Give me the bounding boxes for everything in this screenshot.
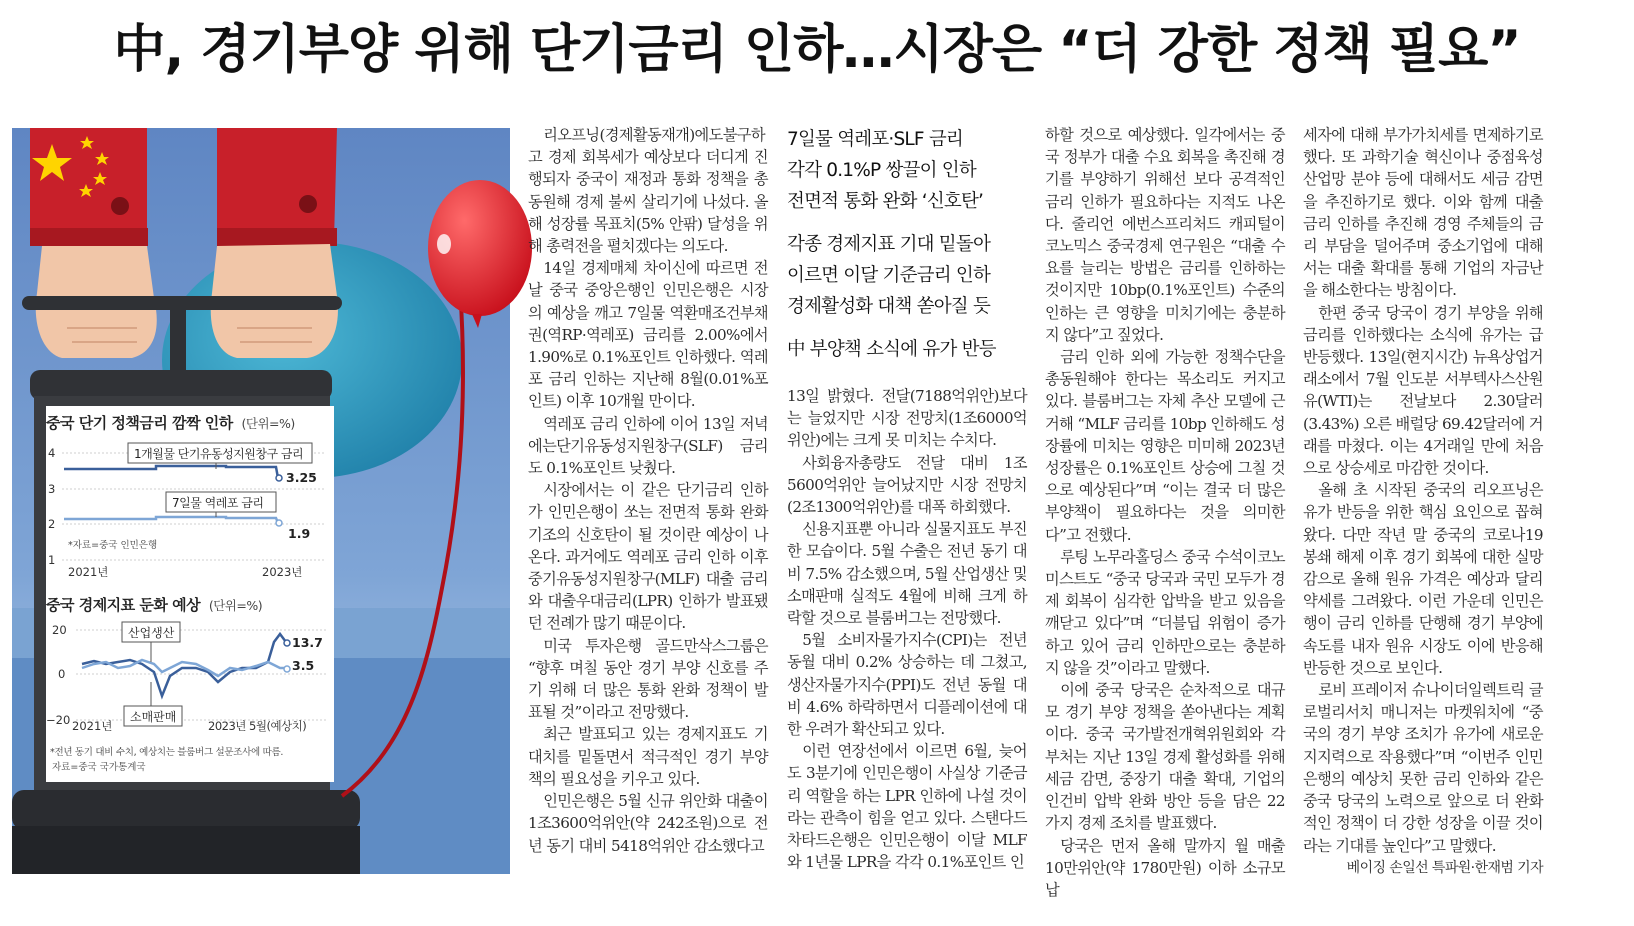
chart1-unit: (단위=%) [241,416,295,431]
paragraph: 루팅 노무라홀딩스 중국 수석이코노미스트도 “중국 당국과 국민 모두가 경제 회복이 심각한 압박을 받고 있음을 깨닫고 있다”며 “더블딥 위험이 증가하고 있어 금리 인하만으로는 충분하지 않을 것”이라고 말했다. [1045,547,1285,677]
chart2-ytick: −20 [46,713,71,727]
pump-base-shape [12,790,360,830]
paragraph: 사회융자총량도 전달 대비 1조5600억위안 늘어났지만 시장 전망치(2조1300억위안)를 대폭 하회했다. [787,453,1027,517]
chart1-ytick: 4 [48,446,56,460]
chart2-end-label: 3.5 [292,658,315,673]
subhead-line: 이르면 이달 기준금리 인하 [787,265,991,286]
paragraph: 13일 밝혔다. 전달(7188억위안)보다는 늘었지만 시장 전망치(1조6000억위안)에는 크게 못 미치는 수치다. [787,387,1027,450]
subhead-line: 경제활성화 대책 쏟아질 듯 [787,296,991,317]
chart1-x-end: 2023년 [262,565,303,579]
chart2-x-start: 2021년 [72,719,113,733]
chart1-ytick: 2 [48,517,56,531]
chart2-series1-label: 산업생산 [128,626,175,640]
chart2-ytick: 0 [58,667,66,681]
chart1-end-label: 3.25 [286,470,317,485]
paragraph: 5월 소비자물가지수(CPI)는 전년 동월 대비 0.2% 상승하는 데 그쳤고, 생산자물가지수(PPI)도 전년 동월 대비 4.6% 하락하면서 디플레이션에 대한 우려가 확산되고 있다. [787,631,1027,739]
paragraph: 최근 발표되고 있는 경제지표도 기대치를 밑돌면서 적극적인 경기 부양책의 필요성을 키우고 있다. [528,725,768,788]
paragraph: 이런 연장선에서 이르면 6월, 늦어도 3분기에 인민은행이 사실상 기준금리 역할을 하는 LPR 인하에 나설 것이라는 관측이 힘을 얻고 있다. 스탠다드차타드은행은 인민은행이 이달 MLF와 1년물 LPR을 각각 0.1%포인트 인 [787,742,1027,872]
chart1-series1-label: 1개월물 단기유동성지원창구 금리 [134,447,304,461]
subhead-line: 中 부양책 소식에 유가 반등 [787,339,996,360]
subhead-block-2 [787,229,1027,322]
paragraph: 한편 중국 당국이 경기 부양을 위해 금리를 인하했다는 소식에 유가는 급반등했다. 13일(현지시간) 뉴욕상업거래소에서 7월 인도분 서부텍사스산원유(WTI)는 전날보다 2.30달러(3.43%) 오른 배럴당 69.42달러에 거래를 마쳤다. 이는 4거래일 만에 처음으로 상승세로 마감한 것이다. [1303,303,1543,478]
chart2-unit: (단위=%) [208,598,263,613]
article-column-2 [787,124,1027,884]
chart1-series-reverse-repo [64,517,278,523]
paragraph: 로비 프레이저 슈나이더일렉트릭 글로벌리서치 매니저는 마켓워치에 “중국의 경기 부양 조치가 유가에 새로운 지지력으로 작용했다”며 “이번주 인민은행의 예상치 못한 금리 인하와 같은 중국 당국의 노력으로 앞으로 더 완화적인 정책이 더 강한 성장을 이끌 것이라는 기대를 높인다”고 말했다. [1303,681,1543,855]
chart1-ytick: 1 [48,553,56,567]
paragraph: 14일 경제매체 차이신에 따르면 전날 중국 중앙은행인 인민은행은 시장의 예상을 깨고 7일물 역환매조건부채권(역RP·역레포) 금리를 2.00%에서 1.90%로 0.1%포인트 인하했다. 역레포 금리 인하는 지난해 8월(0.01%포인트) 이후 10개월 만이다. [528,259,768,411]
svg-text:중국 단기 정책금리 깜짝 인하 (단위=% [45,414,295,432]
chart-panel [46,406,334,782]
chart1-end-label: 1.9 [288,526,311,541]
headline: 中, 경기부양 위해 단기금리 인하…시장은 “더 강한 정책 필요” [113,20,1521,80]
charts-svg [46,406,334,782]
chart1-x-start: 2021년 [68,565,109,579]
paragraph: 리오프닝(경제활동재개)에도불구하고 경제 회복세가 예상보다 더디게 진행되자 중국이 재정과 통화 정책을 총동원해 경제 불씨 살리기에 나섰다. 올해 성장률 목표치(5% 안팎) 달성을 위해 총력전을 펼치겠다는 의도다. [528,126,768,256]
subhead-block-3 [787,334,1027,365]
subhead-line: 7일물 역레포·SLF 금리 [787,129,964,150]
byline: 베이징 손일선 특파원·한재범 기자 [1346,859,1543,876]
paragraph: 역레포 금리 인하에 이어 13일 저녁에는단기유동성지원창구(SLF) 금리도 0.1%포인트 낮췄다. [528,414,768,478]
subhead-line: 각종 경제지표 기대 밑돌아 [787,234,991,255]
chart1-source: *자료=중국 인민은행 [68,540,158,551]
chart1-ytick: 3 [48,482,56,496]
subhead-line: 각각 0.1%P 쌍끌이 인하 [787,160,976,181]
chart2-end-label: 13.7 [292,635,323,650]
paragraph: 미국 투자은행 골드만삭스그룹은 “향후 며칠 동안 경기 부양 신호를 주기 위해 더 많은 통화 완화 정책이 발표될 것”이라고 전망했다. [528,636,768,722]
chart1-title: 중국 단기 정책금리 깜짝 인하 [46,414,233,432]
paragraph: 이에 중국 당국은 순차적으로 대규모 경기 부양 정책을 쏟아낸다는 계획이다. 중국 국가발전개혁위원회와 각 부처는 지난 13일 경제 활성화를 위해 세금 감면, 중장기 대출 확대, 기업의 인건비 압박 완화 방안 등을 담은 22가지 경제 조치를 발표했다. [1045,681,1285,833]
paragraph: 시장에서는 이 같은 단기금리 인하가 인민은행이 쏘는 전면적 통화 완화 기조의 신호탄이 될 것이란 예상이 나온다. 과거에도 역레포 금리 인하 이후 중기유동성지원창구(MLF) 대출 금리와 대출우대금리(LPR) 인하가 발표됐던 전례가 많기 때문이다. [528,481,768,633]
chart2-series2-label: 소매판매 [130,710,177,724]
article-column-1 [528,124,768,884]
subhead-line: 전면적 통화 완화 ‘신호탄’ [787,191,984,212]
illustration [12,128,510,874]
chart1-series2-label: 7일물 역레포 금리 [172,496,264,510]
svg-text:중국 경제지표 둔화 예상 (단위=%) [45,596,262,614]
paragraph: 하할 것으로 예상했다. 일각에서는 중국 정부가 대출 수요 회복을 촉진해 경기를 부양하기 위해선 보다 공격적인 금리 인하가 필요하다는 지적도 나온다. 줄리언 에번스프리처드 캐피털이코노믹스 중국경제 연구원은 “대출 수요를 늘리는 방법은 금리를 인하하는 것이지만 10bp(0.1%포인트) 수준의 인하는 큰 영향을 미치기에는 충분하지 않다”고 짚었다. [1045,126,1285,344]
chart1-series-slf [64,466,278,478]
right-sleeve-shape [217,128,337,240]
paragraph: 금리 인하 외에 가능한 정책수단을 총동원해야 한다는 목소리도 커지고 있다. 블룸버그는 자체 추산 모델에 근거해 “MLF 금리를 10bp 인하해도 성장률에 미치는 영향은 미미해 2023년 성장률은 0.1%포인트 상승에 그칠 것으로 예상된다”며 “이는 결국 더 많은 부양책이 필요하다는 것을 의미한다”고 전했다. [1045,348,1285,544]
paragraph: 세자에 대해 부가가치세를 면제하기로 했다. 또 과학기술 혁신이나 중점육성 산업망 분야 등에 대해서도 세금 감면을 추진하기로 했다. 이와 함께 대출 금리 인하를 추진해 경영 주체들의 금리 부담을 덜어주며 중소기업에 대해서는 대출 확대를 통해 기업의 자금난을 해소한다는 방침이다. [1303,126,1543,300]
paragraph: 인민은행은 5월 신규 위안화 대출이 1조3600억위안(약 242조원)으로 전년 동기 대비 5418억위안 감소했다고 [528,792,768,855]
chart2-note: 자료=중국 국가통계국 [52,762,146,773]
pump-rod-shape [170,303,186,373]
paragraph: 올해 초 시작된 중국의 리오프닝은 유가 반등을 위한 핵심 요인으로 꼽혀왔다. 다만 작년 말 중국의 코로나19 봉쇄 해제 이후 경기 회복에 대한 실망감으로 올해 원유 가격은 예상과 달리 약세를 그려왔다. 이런 가운데 인민은행이 금리 인하를 단행해 경기 부양에 속도를 내자 원유 시장도 이에 반응해 반등한 것으로 보인다. [1303,481,1543,677]
chart2-ytick: 20 [52,623,67,637]
paragraph: 신용지표뿐 아니라 실물지표도 부진한 모습이다. 5월 수출은 전년 동기 대비 7.5% 감소했으며, 5월 산업생산 및 소매판매 실적도 4월에 비해 크게 하락할 것으로 블룸버그는 전망했다. [787,520,1027,628]
chart2-note: *전년 동기 대비 수치, 예상치는 블룸버그 설문조사에 따름. [50,747,284,758]
paragraph: 당국은 먼저 올해 말까지 월 매출 10만위안(약 1780만원) 이하 소규모 납 [1045,836,1285,899]
subhead-block-1 [787,124,1027,217]
chart2-x-end: 2023년 5월(예상치) [208,719,307,733]
chart2-title: 중국 경제지표 둔화 예상 [46,596,201,614]
article-column-3 [1045,124,1285,899]
article-column-4 [1303,124,1543,884]
